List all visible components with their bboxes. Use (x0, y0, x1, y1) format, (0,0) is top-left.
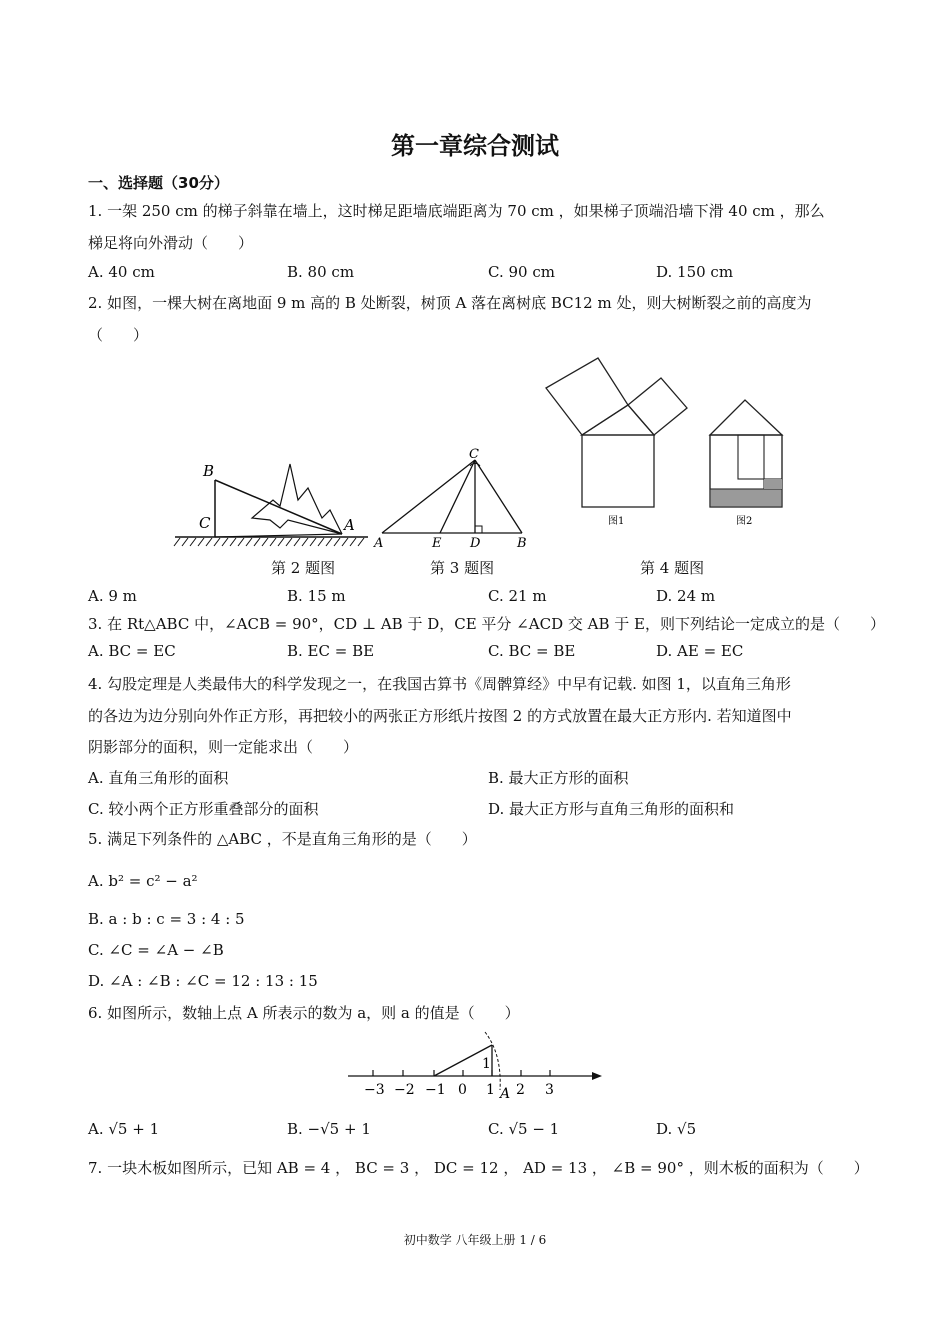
fig3-label-d: D (470, 536, 481, 551)
section-heading: 一、选择题（30分） (88, 174, 229, 192)
q4-option-a: A. 直角三角形的面积 (88, 769, 229, 787)
q3-option-c: C. BC = BE (488, 642, 576, 660)
fig4-label-fig2: 图2 (736, 516, 753, 527)
q6-option-b: B. −√5 + 1 (287, 1120, 371, 1138)
figure-q4-pythagoras-squares (540, 348, 800, 530)
axis-label-1: 1 (486, 1082, 495, 1098)
fig2-label-b: B (203, 462, 215, 480)
q4-text-line3: 阴影部分的面积，则一定能求出（ ） (88, 738, 359, 756)
fig4-label-fig1: 图1 (608, 516, 625, 527)
q5-text: 5. 满足下列条件的 △ABC ，不是直角三角形的是（ ） (88, 830, 477, 848)
caption-fig3: 第 3 题图 (430, 559, 495, 577)
q5-option-b: B. a : b : c = 3 : 4 : 5 (88, 910, 245, 928)
axis-label-neg1: −1 (425, 1082, 446, 1098)
figure-q6-number-line (340, 1028, 610, 1104)
q6-option-c: C. √5 − 1 (488, 1120, 560, 1138)
q2-option-d: D. 24 m (656, 587, 716, 605)
page-footer: 初中数学 八年级上册 1 / 6 (403, 1233, 547, 1247)
fig2-label-a: A (344, 516, 355, 534)
caption-fig4: 第 4 题图 (640, 559, 705, 577)
q2-option-b: B. 15 m (287, 587, 346, 605)
q1-option-d: D. 150 cm (656, 263, 734, 281)
q1-option-a: A. 40 cm (88, 263, 155, 281)
fig3-label-c: C (469, 447, 479, 462)
q6-option-a: A. √5 + 1 (88, 1120, 160, 1138)
q5-option-a: A. b² = c² − a² (88, 872, 198, 890)
fig3-label-e: E (432, 536, 442, 551)
q1-option-c: C. 90 cm (488, 263, 555, 281)
fig3-label-a: A (374, 536, 384, 551)
figure-q2-broken-tree (170, 450, 370, 550)
q2-text-line2: （ ） (88, 326, 149, 344)
q1-text-line1: 1. 一架 250 cm 的梯子斜靠在墙上，这时梯足距墙底端距离为 70 cm ，如果梯子顶端沿墙下滑 40 cm ，那么 (88, 202, 825, 220)
q6-option-d: D. √5 (656, 1120, 697, 1138)
point-label-a: A (500, 1086, 511, 1102)
fig2-label-c: C (199, 514, 211, 532)
q5-option-c: C. ∠C = ∠A − ∠B (88, 941, 224, 959)
q4-option-d: D. 最大正方形与直角三角形的面积和 (488, 800, 735, 818)
axis-label-2: 2 (516, 1082, 525, 1098)
q3-option-a: A. BC = EC (88, 642, 176, 660)
page-title: 第一章综合测试 (391, 132, 559, 160)
q4-option-c: C. 较小两个正方形重叠部分的面积 (88, 800, 319, 818)
q2-text-line1: 2. 如图，一棵大树在离地面 9 m 高的 B 处断裂，树顶 A 落在离树底 BC12 m 处，则大树断裂之前的高度为 (88, 294, 812, 312)
q4-option-b: B. 最大正方形的面积 (488, 769, 629, 787)
figure-q3-triangle (372, 446, 534, 552)
q2-option-c: C. 21 m (488, 587, 547, 605)
axis-label-0: 0 (458, 1082, 467, 1098)
q3-option-b: B. EC = BE (287, 642, 375, 660)
q2-option-a: A. 9 m (88, 587, 137, 605)
q1-text-line2: 梯足将向外滑动（ ） (88, 234, 254, 252)
axis-label-3: 3 (545, 1082, 554, 1098)
axis-label-neg2: −2 (394, 1082, 415, 1098)
q7-text: 7. 一块木板如图所示，已知 AB = 4 ， BC = 3 ， DC = 12 ， AD = 13 ， ∠B = 90° ，则木板的面积为（ ） (88, 1159, 869, 1177)
q1-option-b: B. 80 cm (287, 263, 355, 281)
q4-text-line1: 4. 勾股定理是人类最伟大的科学发现之一，在我国古算书《周髀算经》中早有记载. 如图 1，以直角三角形 (88, 675, 791, 693)
caption-fig2: 第 2 题图 (271, 559, 336, 577)
q5-option-d: D. ∠A : ∠B : ∠C = 12 : 13 : 15 (88, 972, 318, 990)
segment-label-1: 1 (482, 1056, 491, 1072)
q6-text: 6. 如图所示，数轴上点 A 所表示的数为 a，则 a 的值是（ ） (88, 1004, 520, 1022)
fig3-label-b: B (517, 536, 527, 551)
q4-text-line2: 的各边为边分别向外作正方形，再把较小的两张正方形纸片按图 2 的方式放置在最大正方形内. 若知道图中 (88, 707, 792, 725)
q3-text: 3. 在 Rt△ABC 中，∠ACB = 90°，CD ⊥ AB 于 D，CE 平分 ∠ACD 交 AB 于 E，则下列结论一定成立的是（ ） (88, 615, 885, 633)
q3-option-d: D. AE = EC (656, 642, 744, 660)
axis-label-neg3: −3 (364, 1082, 385, 1098)
